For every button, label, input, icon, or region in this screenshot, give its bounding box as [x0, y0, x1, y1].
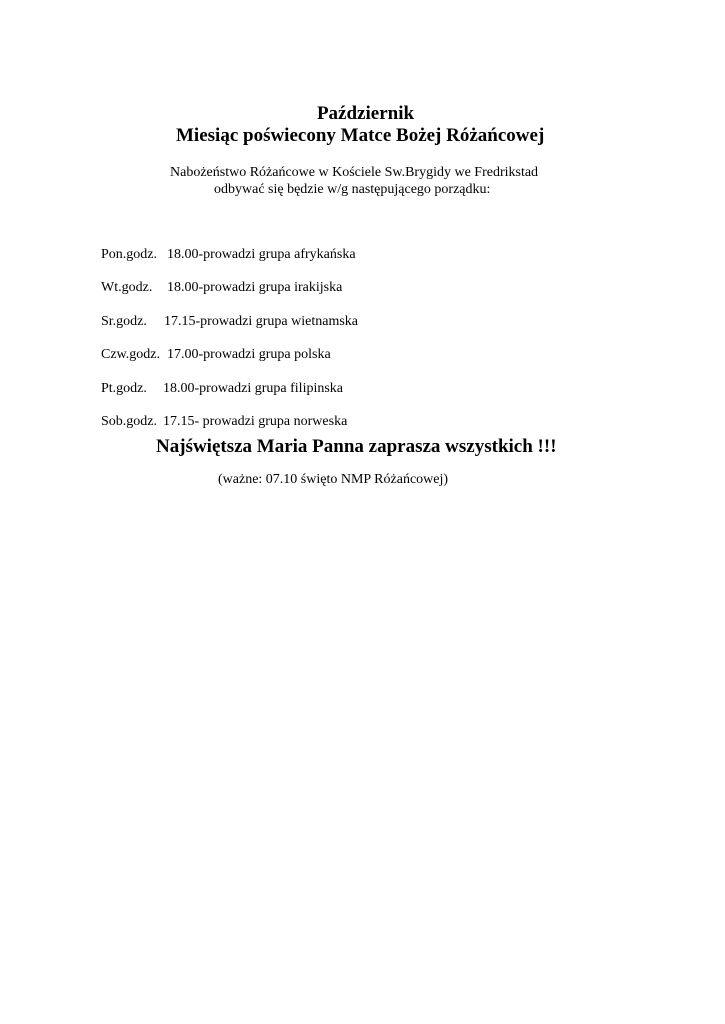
- schedule-detail: 17.00-prowadzi grupa polska: [167, 347, 331, 362]
- schedule-day: Pt.godz.: [101, 381, 147, 396]
- document-title: Październik: [316, 103, 415, 124]
- intro-line-2: odbywać się będzie w/g następującego porządku:: [214, 182, 491, 197]
- intro-line-1: Nabożeństwo Różańcowe w Kościele Sw.Brygidy we Fredrikstad: [170, 165, 539, 180]
- schedule-detail: 18.00-prowadzi grupa filipinska: [163, 381, 344, 396]
- schedule-day: Sr.godz.: [101, 314, 147, 329]
- schedule-detail: 18.00-prowadzi grupa irakijska: [167, 280, 343, 295]
- schedule-day: Pon.godz.: [101, 247, 157, 262]
- closing-invitation: Najświętsza Maria Panna zaprasza wszystkich !!!: [156, 436, 557, 457]
- document-subtitle: Miesiąc poświecony Matce Bożej Różańcowej: [176, 125, 545, 146]
- schedule-day: Czw.godz.: [101, 347, 160, 362]
- schedule-detail: 17.15- prowadzi grupa norweska: [163, 414, 348, 429]
- schedule-day: Sob.godz.: [101, 414, 157, 429]
- schedule-detail: 18.00-prowadzi grupa afrykańska: [167, 247, 356, 262]
- schedule-day: Wt.godz.: [101, 280, 153, 295]
- schedule-detail: 17.15-prowadzi grupa wietnamska: [164, 314, 358, 329]
- feast-note: (ważne: 07.10 święto NMP Różańcowej): [218, 472, 449, 487]
